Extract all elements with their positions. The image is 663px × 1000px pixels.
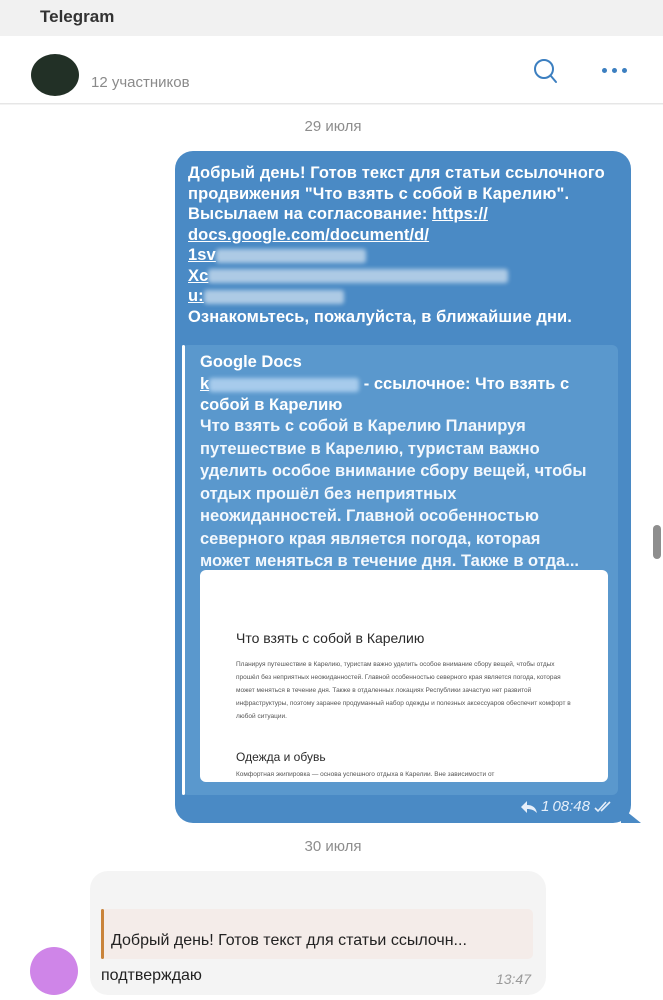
quote-bar — [101, 909, 104, 959]
redacted-area — [209, 378, 359, 392]
message-time: 13:47 — [495, 971, 531, 987]
redacted-area — [216, 249, 366, 263]
more-dot — [612, 68, 617, 73]
message-time: 08:48 — [552, 798, 590, 815]
doc-link-part[interactable]: 1sv — [188, 246, 216, 264]
preview-description — [200, 415, 612, 573]
preview-title — [200, 374, 610, 415]
search-button[interactable] — [530, 56, 562, 88]
app-title: Telegram — [40, 7, 115, 26]
more-dot — [622, 68, 627, 73]
double-check-icon — [593, 800, 615, 814]
title-rest: - ссылочное: Что взять с — [363, 375, 570, 393]
thumb-paragraph-2: Комфортная экипировка — основа успешного отдыха в Карелии. Вне зависимости от — [236, 771, 495, 778]
preview-site-name: Google Docs — [200, 353, 302, 371]
text-segment: Высылаем на согласование: — [188, 205, 433, 223]
desc-line: уделить особое внимание сбору вещей, чтобы — [200, 462, 587, 480]
desc-line: может меняться в течение дня. Также в отда... — [200, 552, 579, 570]
preview-thumbnail[interactable] — [200, 570, 608, 782]
doc-link-part[interactable]: docs.google.com/document/d/ — [188, 225, 430, 244]
doc-link[interactable]: https:// — [432, 205, 488, 223]
text-line — [188, 204, 618, 225]
title-line2: собой в Карелию — [200, 395, 343, 414]
members-count[interactable]: 12 участников — [91, 74, 190, 91]
more-horizontal-icon — [602, 68, 607, 73]
search-icon — [530, 56, 562, 88]
preview-accent-bar — [182, 345, 185, 795]
date-separator: 29 июля — [304, 118, 362, 135]
more-button[interactable] — [602, 62, 632, 78]
message-meta — [520, 798, 615, 815]
link-preview[interactable] — [182, 345, 618, 795]
message-text — [188, 163, 618, 327]
text-line — [188, 286, 618, 307]
chat-header — [0, 36, 663, 104]
reply-count[interactable]: 1 — [541, 798, 550, 815]
text-line: Ознакомьтесь, пожалуйста, в ближайшие дни. — [188, 307, 572, 326]
reply-quote[interactable] — [101, 909, 533, 959]
bubble-tail — [621, 807, 641, 823]
thumb-heading: Что взять с собой в Карелию — [236, 630, 425, 646]
text-line — [188, 225, 618, 246]
desc-line: путешествие в Карелию, туристам важно — [200, 439, 540, 458]
quote-text: Добрый день! Готов текст для статьи ссылочн... — [111, 932, 467, 949]
message-text: подтверждаю — [101, 967, 202, 984]
doc-link-part[interactable]: Xc — [188, 266, 209, 285]
doc-link-part[interactable]: u: — [188, 287, 204, 305]
desc-line: северного края является погода, которая — [200, 529, 541, 548]
title-prefix: k — [200, 375, 210, 393]
message-list[interactable] — [0, 105, 663, 1000]
text-line: продвижения "Что взять с собой в Карелию". — [188, 184, 570, 203]
redacted-area — [204, 290, 344, 304]
sender-avatar[interactable] — [30, 947, 78, 995]
thumb-paragraph: Планируя путешествие в Карелию, туристам важно уделить особое внимание сбору вещей, чтобы отдых прошёл без неприятных неожиданностей. Главной особенностью северного края является погода, которая может меняться в течение дня. Также в отдаленных локациях Республики зачастую нет развитой инфраструктуры, поэтому заранее продуманный набор одежды и полезных аксессуаров обеспечит комфорт в любой ситуации. — [236, 661, 571, 720]
reply-icon[interactable] — [520, 800, 538, 814]
window-titlebar — [0, 0, 663, 36]
desc-line: неожиданностей. Главной особенностью — [200, 507, 539, 525]
scrollbar-thumb[interactable] — [653, 525, 661, 559]
thumb-subheading: Одежда и обувь — [236, 750, 326, 764]
incoming-message[interactable] — [90, 871, 546, 995]
group-avatar[interactable] — [31, 54, 79, 96]
date-separator: 30 июля — [304, 838, 362, 855]
outgoing-message[interactable] — [175, 151, 631, 823]
desc-line: отдых прошёл без неприятных — [200, 484, 457, 503]
redacted-area — [208, 269, 508, 283]
desc-line: Что взять с собой в Карелию Планируя — [200, 417, 526, 435]
text-line — [188, 245, 618, 266]
text-line — [188, 266, 618, 287]
text-line: Добрый день! Готов текст для статьи ссылочного — [188, 164, 605, 182]
